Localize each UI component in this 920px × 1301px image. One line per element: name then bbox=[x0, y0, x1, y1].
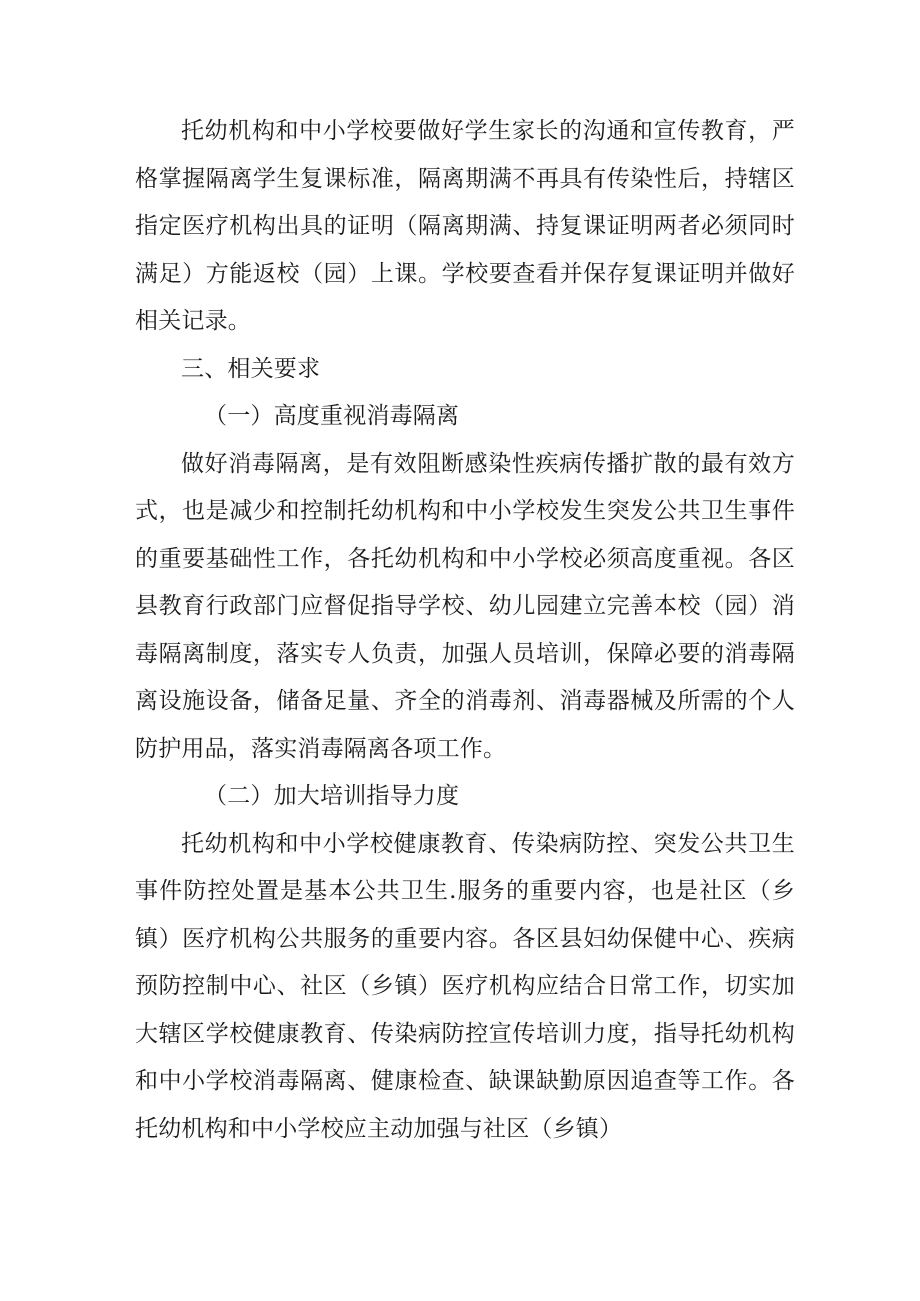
subheading-training: （二）加大培训指导力度 bbox=[204, 783, 460, 809]
paragraph-return-to-school: 托幼机构和中小学校要做好学生家长的沟通和宣传教育，严格掌握隔离学生复课标准，隔离期满不再具有传染性后，持辖区指定医疗机构出具的证明（隔离期满、持复课证明两者必须同时满足）方能返校（园）上课。学校要查看并保存复课证明并做好相关记录。 bbox=[135, 118, 795, 334]
section-heading-requirements: 三、相关要求 bbox=[181, 355, 321, 382]
document-body bbox=[135, 108, 795, 1153]
paragraph-training: 托幼机构和中小学校健康教育、传染病防控、突发公共卫生事件防控处置是基本公共卫生.服务的重要内容，也是社区（乡镇）医疗机构公共服务的重要内容。各区县妇幼保健中心、疾病预防控制中心、社区（乡镇）医疗机构应结合日常工作，切实加大辖区学校健康教育、传染病防控宣传培训力度，指导托幼机构和中小学校消毒隔离、健康检查、缺课缺勤原因追查等工作。各托幼机构和中小学校应主动加强与社区（乡镇） bbox=[135, 830, 795, 1142]
subheading-disinfection: （一）高度重视消毒隔离 bbox=[204, 403, 460, 429]
paragraph-disinfection: 做好消毒隔离，是有效阻断感染性疾病传播扩散的最有效方式，也是减少和控制托幼机构和中小学校发生突发公共卫生事件的重要基础性工作，各托幼机构和中小学校必须高度重视。各区县教育行政部门应督促指导学校、幼儿园建立完善本校（园）消毒隔离制度，落实专人负责，加强人员培训，保障必要的消毒隔离设施设备，储备足量、齐全的消毒剂、消毒器械及所需的个人防护用品，落实消毒隔离各项工作。 bbox=[135, 450, 795, 762]
